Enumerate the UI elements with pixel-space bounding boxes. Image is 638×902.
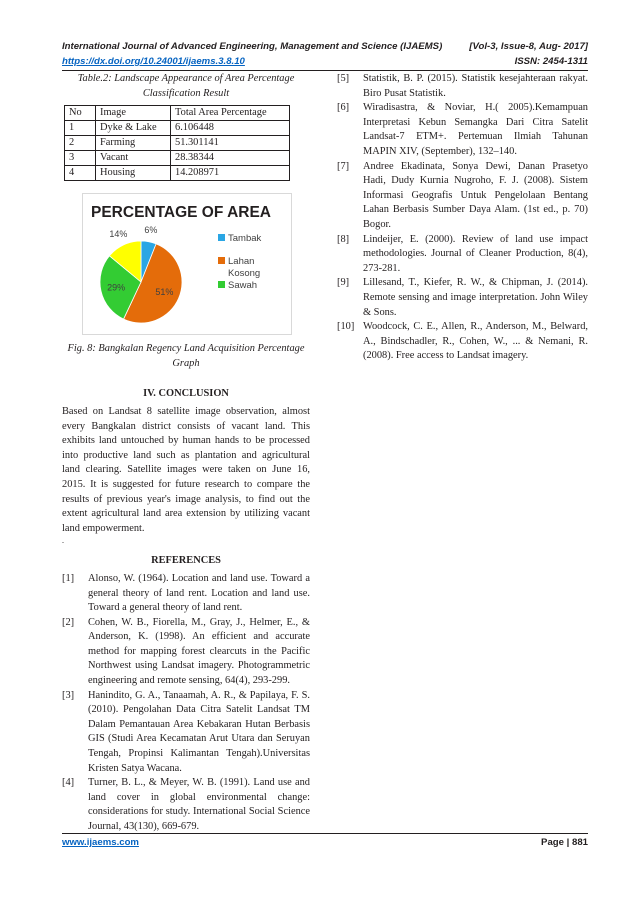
references-heading: REFERENCES bbox=[151, 555, 221, 567]
doi-link[interactable]: https://dx.doi.org/10.24001/ijaems.3.8.10 bbox=[62, 56, 245, 67]
legend-swatch bbox=[218, 234, 225, 241]
pie-chart-frame bbox=[82, 193, 292, 335]
reference-item: [10] Woodcock, C. E., Allen, R., Anderson, M., Belward, A., Bindschadler, R., Cohen, W., ... & Nemani, R. (2008). Free access to Landsat imagery. bbox=[337, 321, 588, 362]
table-row bbox=[65, 166, 290, 181]
table-cell: Housing bbox=[96, 166, 171, 181]
table-cell: 28.38344 bbox=[171, 151, 290, 166]
pie-data-label: 6% bbox=[144, 225, 158, 236]
chart-title: PERCENTAGE OF AREA bbox=[91, 204, 271, 222]
pie-data-label: 51% bbox=[155, 287, 174, 298]
area-percentage-table bbox=[64, 105, 290, 181]
table-cell: Farming bbox=[96, 136, 171, 151]
table-caption: Table.2: Landscape Appearance of Area Percentage Classification Result bbox=[77, 73, 295, 99]
journal-header bbox=[62, 41, 588, 52]
table-row bbox=[65, 136, 290, 151]
page-number: Page | 881 bbox=[541, 837, 588, 848]
reference-item: [3] Hanindito, G. A., Tanaamah, A. R., & Papilaya, F. S. (2010). Pengolahan Data Citra Satelit Landsat TM Dalam Pemantauan Area Kebakaran Hutan Berbasis GIS (Studi Area Kecamatan Arut Utara dan Seruyan Tengah, Propinsi Kalimantan Tengah).Universitas Kristen Satya Wacana. bbox=[62, 689, 310, 774]
reference-item: [7] Andree Ekadinata, Sonya Dewi, Danan Prasetyo Hadi, Dudy Kurnia Nugroho, F. J. (2008). Sistem Informasi Geografis Untuk Pengelolaan Bentang Lahan Berbasis Sumber Daya Alam. (1st ed., p. 70) Bogor. bbox=[337, 160, 588, 230]
conclusion-heading: IV. CONCLUSION bbox=[143, 388, 229, 400]
header-rule bbox=[62, 70, 588, 71]
reference-item: [8] Lindeijer, E. (2000). Review of land use impact methodologies. Journal of Cleaner Production, 8(4), 273-281. bbox=[337, 233, 588, 274]
reference-item: [5] Statistik, B. P. (2015). Statistik kesejahteraan rakyat. Biro Pusat Statistik. bbox=[337, 73, 588, 99]
page-footer bbox=[62, 837, 588, 848]
left-column bbox=[62, 72, 310, 835]
references-left bbox=[62, 572, 310, 835]
table-cell: 14.208971 bbox=[171, 166, 290, 181]
table-header-row bbox=[65, 106, 290, 121]
reference-item: [6] Wiradisastra, & Noviar, H.( 2005).Kemampuan Interpretasi Kebun Semangka Dari Citra Satelit Landsat-7 ETM+. Pertemuan Ilmiah Tahunan MAPIN XIV, (September), 132–140. bbox=[337, 102, 588, 157]
table-cell: 2 bbox=[65, 136, 96, 151]
footer-rule bbox=[62, 833, 588, 834]
stray-dot: . bbox=[62, 536, 64, 546]
table-row bbox=[65, 121, 290, 136]
table-cell: 51.301141 bbox=[171, 136, 290, 151]
table-header-cell: No bbox=[65, 106, 96, 121]
legend-swatch bbox=[218, 281, 225, 288]
conclusion-text: Based on Landsat 8 satellite image observation, almost every Bangkalan district consists of vacant land. This exhibits land untouched by human hands to be processed into productive land such as plantation and agricultural land clearing. Satellite images were taken on June 16, 2015. It is suggested for future research to compare the results of previous year's image analysis, to find out the extent agricultural land area extension by utilizing vacant land empowerment. bbox=[62, 405, 310, 534]
reference-item: [9] Lillesand, T., Kiefer, R. W., & Chipman, J. (2014). Remote sensing and image interpretation. John Wiley & Sons. bbox=[337, 277, 588, 318]
table-row bbox=[65, 151, 290, 166]
pie-data-label: 14% bbox=[109, 229, 128, 240]
legend-label: Lahan bbox=[228, 256, 255, 268]
legend-swatch bbox=[218, 257, 225, 264]
volume-info: [Vol-3, Issue-8, Aug- 2017] bbox=[469, 41, 588, 52]
table-cell: 3 bbox=[65, 151, 96, 166]
journal-subheader bbox=[62, 56, 588, 67]
website-link[interactable]: www.ijaems.com bbox=[62, 837, 139, 848]
right-column bbox=[337, 72, 588, 364]
issn: ISSN: 2454-1311 bbox=[514, 56, 588, 67]
pie-data-label: 29% bbox=[107, 282, 126, 293]
reference-item: [2] Cohen, W. B., Fiorella, M., Gray, J., Helmer, E., & Anderson, K. (1998). An efficient and accurate method for mapping forest clearcuts in the Pacific Northwest using Landsat imagery. Photogrammetric engineering and remote sensing, 64(4), 293-299. bbox=[62, 616, 310, 687]
table-header-cell: Total Area Percentage bbox=[171, 106, 290, 121]
table-cell: Vacant bbox=[96, 151, 171, 166]
reference-item: [1] Alonso, W. (1964). Location and land use. Toward a general theory of land rent. Location and land use. Toward a general theory of land rent. bbox=[62, 572, 310, 614]
journal-title: International Journal of Advanced Engineering, Management and Science (IJAEMS) bbox=[62, 41, 443, 52]
table-cell: Dyke & Lake bbox=[96, 121, 171, 136]
table-cell: 1 bbox=[65, 121, 96, 136]
table-cell: 6.106448 bbox=[171, 121, 290, 136]
table-cell: 4 bbox=[65, 166, 96, 181]
legend-label: Tambak bbox=[228, 233, 262, 245]
pie-chart bbox=[83, 194, 291, 334]
figure-caption: Fig. 8: Bangkalan Regency Land Acquisition Percentage Graph bbox=[67, 343, 305, 369]
legend-label: Kosong bbox=[228, 268, 261, 280]
reference-item: [4] Turner, B. L., & Meyer, W. B. (1991). Land use and land cover in global environmental change: considerations for study. International Social Science Journal, 43(130), 669-679. bbox=[62, 777, 310, 832]
table-header-cell: Image bbox=[96, 106, 171, 121]
legend-label: Sawah bbox=[228, 280, 258, 292]
